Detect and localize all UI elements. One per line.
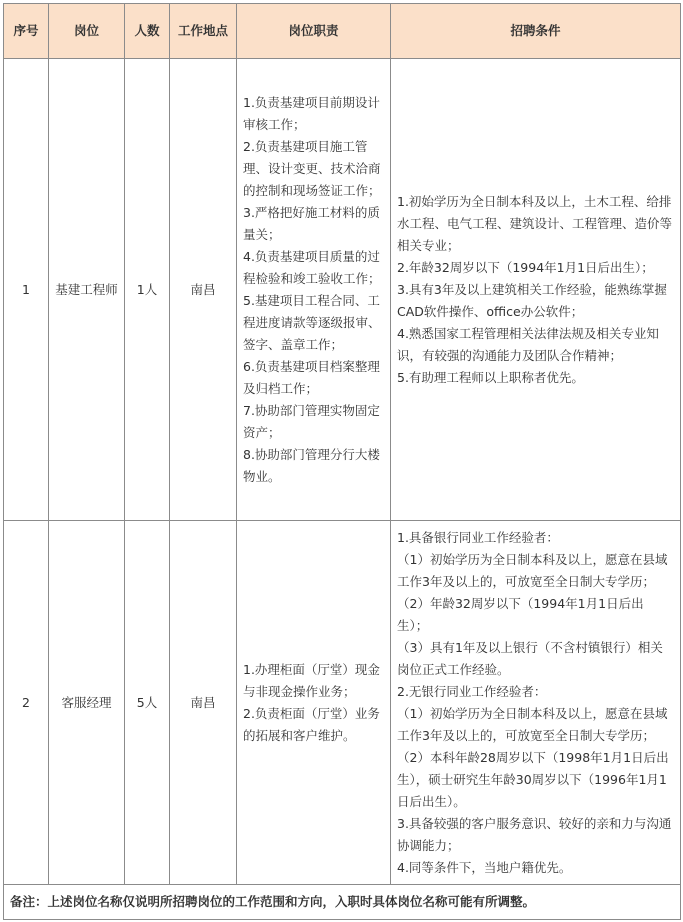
requirement-item: （1）初始学历为全日制本科及以上，愿意在县域工作3年及以上的，可放宽至全日制大专学历； xyxy=(397,705,668,743)
row-seq: 1 xyxy=(4,59,49,521)
header-row xyxy=(4,4,681,59)
duty-item: 6.负责基建项目档案整理及归档工作； xyxy=(243,358,380,396)
row-count: 1人 xyxy=(125,59,170,521)
requirement-item: 4.同等条件下，当地户籍优先。 xyxy=(397,859,572,875)
header-duties: 岗位职责 xyxy=(237,4,391,59)
header-location: 工作地点 xyxy=(170,4,237,59)
duty-item: 3.严格把好施工材料的质量关； xyxy=(243,204,380,242)
duty-item: 4.负责基建项目质量的过程检验和竣工验收工作； xyxy=(243,248,381,286)
duty-item: 2.负责基建项目施工管理、设计变更、技术洽商的控制和现场签证工作； xyxy=(243,138,381,198)
row-location: 南昌 xyxy=(170,521,237,885)
header-count: 人数 xyxy=(125,4,170,59)
row-location: 南昌 xyxy=(170,59,237,521)
note-row xyxy=(4,885,681,920)
recruitment-table xyxy=(3,3,681,920)
requirement-item: （2）本科年龄28周岁以下（1998年1月1日后出生），硕士研究生年龄30周岁以下（1996年1月1日后出生）。 xyxy=(397,749,669,809)
duty-item: 5.基建项目工程合同、工程进度请款等逐级报审、签字、盖章工作； xyxy=(243,292,381,352)
header-requirements: 招聘条件 xyxy=(391,4,681,59)
requirement-item: 5.有助理工程师以上职称者优先。 xyxy=(397,369,584,385)
table-row xyxy=(4,59,681,521)
requirement-item: 2.年龄32周岁以下（1994年1月1日后出生）； xyxy=(397,259,654,275)
duty-item: 8.协助部门管理分行大楼物业。 xyxy=(243,446,380,484)
row-duties xyxy=(237,59,391,521)
header-seq: 序号 xyxy=(4,4,49,59)
requirement-item: （2）年龄32周岁以下（1994年1月1日后出生）； xyxy=(397,595,644,633)
row-seq: 2 xyxy=(4,521,49,885)
requirement-item: 3.具备较强的客户服务意识、较好的亲和力与沟通协调能力； xyxy=(397,815,672,853)
row-count: 5人 xyxy=(125,521,170,885)
requirement-item: 3.具有3年及以上建筑相关工作经验，能熟练掌握CAD软件操作、office办公软件； xyxy=(397,281,667,319)
requirement-item: （1）初始学历为全日制本科及以上，愿意在县域工作3年及以上的，可放宽至全日制大专学历； xyxy=(397,551,668,589)
requirement-item: （3）具有1年及以上银行（不含村镇银行）相关岗位正式工作经验。 xyxy=(397,639,663,677)
table-row xyxy=(4,521,681,885)
row-requirements xyxy=(391,59,681,521)
row-duties xyxy=(237,521,391,885)
row-position: 客服经理 xyxy=(49,521,125,885)
duty-item: 7.协助部门管理实物固定资产； xyxy=(243,402,380,440)
requirement-item: 1.初始学历为全日制本科及以上，土木工程、给排水工程、电气工程、建筑设计、工程管理、造价等相关专业； xyxy=(397,193,673,253)
requirement-item: 4.熟悉国家工程管理相关法律法规及相关专业知识，有较强的沟通能力及团队合作精神； xyxy=(397,325,659,363)
requirement-item: 1.具备银行同业工作经验者： xyxy=(397,529,559,545)
requirement-item: 2.无银行同业工作经验者： xyxy=(397,683,547,699)
row-position: 基建工程师 xyxy=(49,59,125,521)
duty-item: 1.负责基建项目前期设计审核工作； xyxy=(243,94,380,132)
table-note: 备注：上述岗位名称仅说明所招聘岗位的工作范围和方向，入职时具体岗位名称可能有所调整。 xyxy=(4,885,681,920)
duty-item: 2.负责柜面（厅堂）业务的拓展和客户维护。 xyxy=(243,705,380,743)
row-requirements xyxy=(391,521,681,885)
header-position: 岗位 xyxy=(49,4,125,59)
duty-item: 1.办理柜面（厅堂）现金与非现金操作业务； xyxy=(243,661,380,699)
